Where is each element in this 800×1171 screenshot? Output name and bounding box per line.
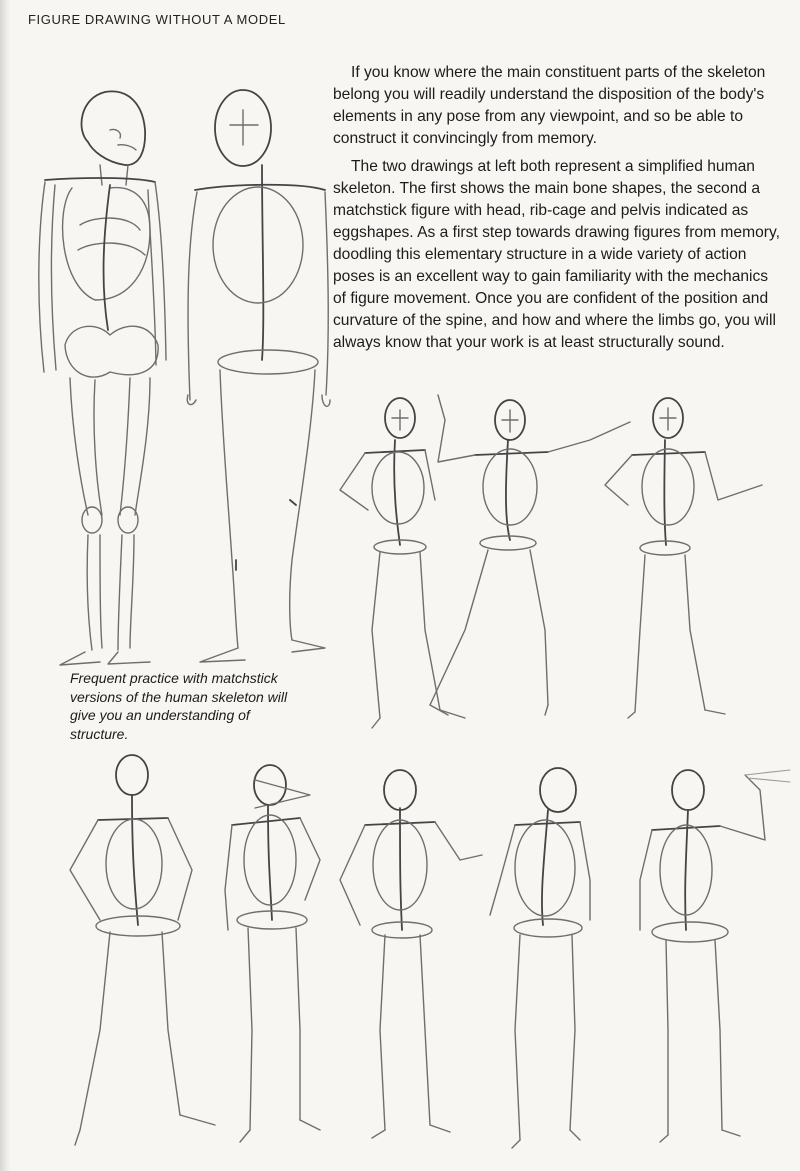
text-line: of figure movement. Once you are confident of the position and [333,290,769,307]
hands-on-hips-figure [70,755,215,1145]
text-line: always know that your work is at least structurally sound. [333,334,725,351]
text-line: If you know where the main constituent parts of the skeleton [351,64,766,81]
text-line: The two drawings at left both represent a simplified human [351,158,755,175]
hand-on-hip-figure [340,398,465,728]
text-line: matchstick figure with head, rib-cage and pelvis indicated as [333,202,749,219]
caption-line: structure. [70,725,129,742]
arm-raised-figure [340,770,482,1138]
text-line: elements in any pose from any viewpoint, and so be able to [333,108,744,125]
caption-line: give you an understanding of [70,707,250,723]
text-line: eggshapes. As a first step towards drawing figures from memory, [333,224,780,241]
text-line: curvature of the spine, and how and where the limbs go, you will [333,312,776,329]
skeleton-sketch [39,91,166,665]
caption-line: Frequent practice with matchstick [70,670,278,686]
caption-line: versions of the human skeleton will [70,688,288,705]
text-line: doodling this elementary structure in a wide variety of action [333,246,747,263]
text-line: skeleton. The first shows the main bone shapes, the second a [333,180,761,197]
text-line: poses is an excellent way to gain familiarity with the mechanics [333,268,769,285]
arms-out-figure [605,398,762,718]
running-header: FIGURE DRAWING WITHOUT A MODEL [28,12,286,27]
waving-figure [430,395,630,715]
matchstick-figure-large [187,90,330,662]
pointing-figure [640,770,790,1142]
shading-eyes-figure [225,765,320,1142]
text-line: belong you will readily understand the disposition of the body's [333,86,765,103]
three-quarter-figure [490,768,590,1148]
text-line: construct it convincingly from memory. [333,130,598,147]
